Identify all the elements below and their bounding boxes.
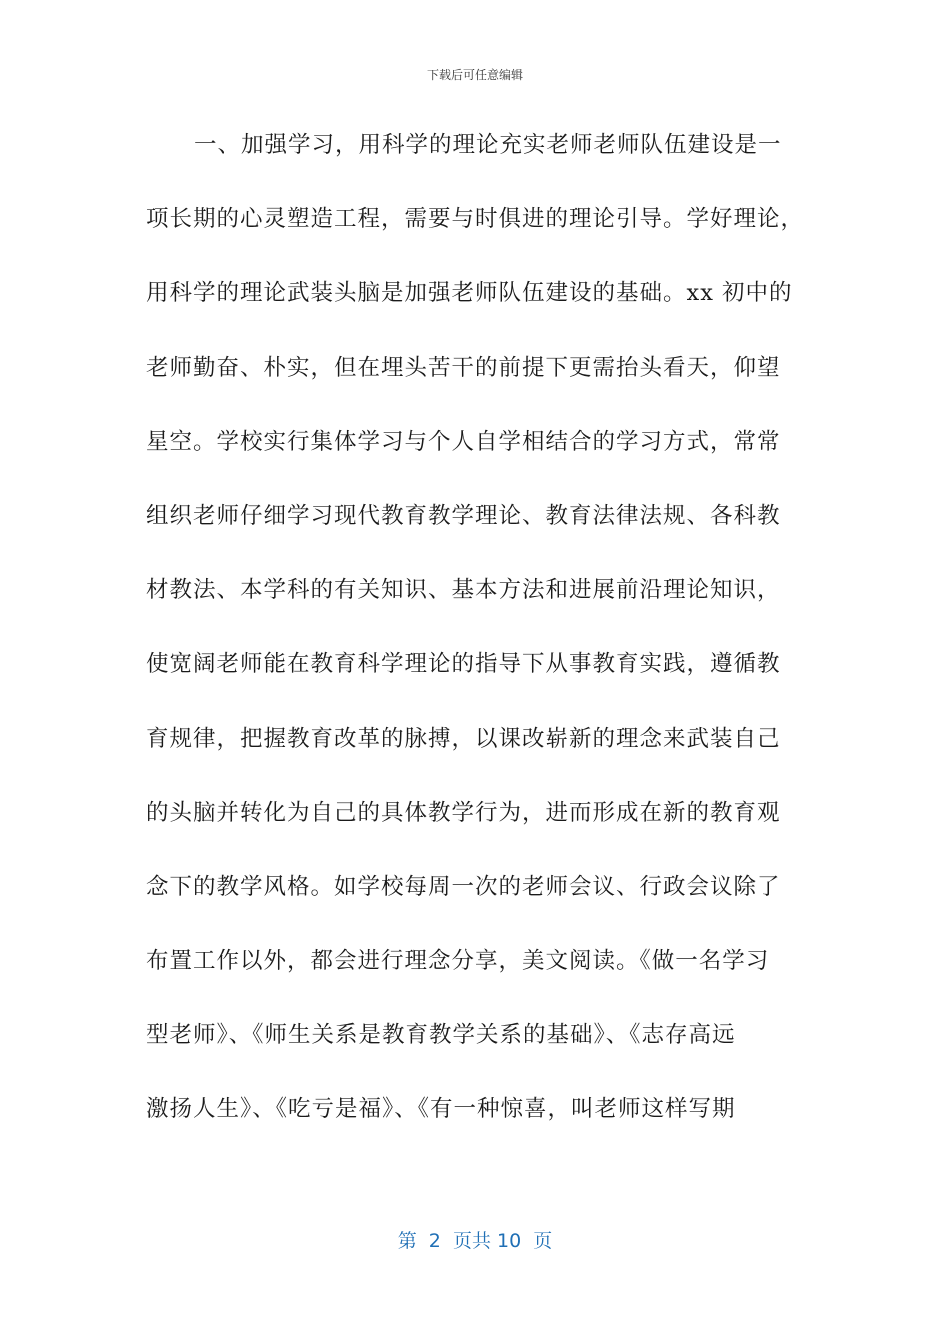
body-line: 项长期的心灵塑造工程，需要与时俱进的理论引导。学好理论， [146,206,805,233]
body-line: 的头脑并转化为自己的具体教学行为，进而形成在新的教育观 [146,799,781,826]
body-line: 组织老师仔细学习现代教育教学理论、教育法律法规、各科教 [146,502,781,529]
document-body [146,122,806,1161]
body-line: 一、加强学习，用科学的理论充实老师老师队伍建设是一 [194,132,782,158]
page-number-footer: 第 2 页共 10 页 [397,1230,553,1252]
body-line: 老师勤奋、朴实，但在埋头苦干的前提下更需抬头看天，仰望 [146,354,781,381]
body-line: 星空。学校实行集体学习与个人自学相结合的学习方式，常常 [146,428,781,455]
body-line: 材教法、本学科的有关知识、基本方法和进展前沿理论知识， [146,577,781,604]
body-line: 激扬人生》、《吃亏是福》、《有一种惊喜，叫老师这样写期 [146,1096,736,1123]
body-line: 用科学的理论武装头脑是加强老师队伍建设的基础。xx 初中的 [146,280,793,307]
page-header: 下载后可任意编辑 [426,68,523,82]
body-line: 型老师》、《师生关系是教育教学关系的基础》、《志存高远 [146,1022,736,1049]
body-line: 育规律，把握教育改革的脉搏，以课改崭新的理念来武装自己 [146,725,781,752]
body-line: 布置工作以外，都会进行理念分享，美文阅读。《做一名学习 [146,948,770,975]
body-line: 使宽阔老师能在教育科学理论的指导下从事教育实践，遵循教 [146,651,781,678]
body-line: 念下的教学风格。如学校每周一次的老师会议、行政会议除了 [146,873,781,900]
